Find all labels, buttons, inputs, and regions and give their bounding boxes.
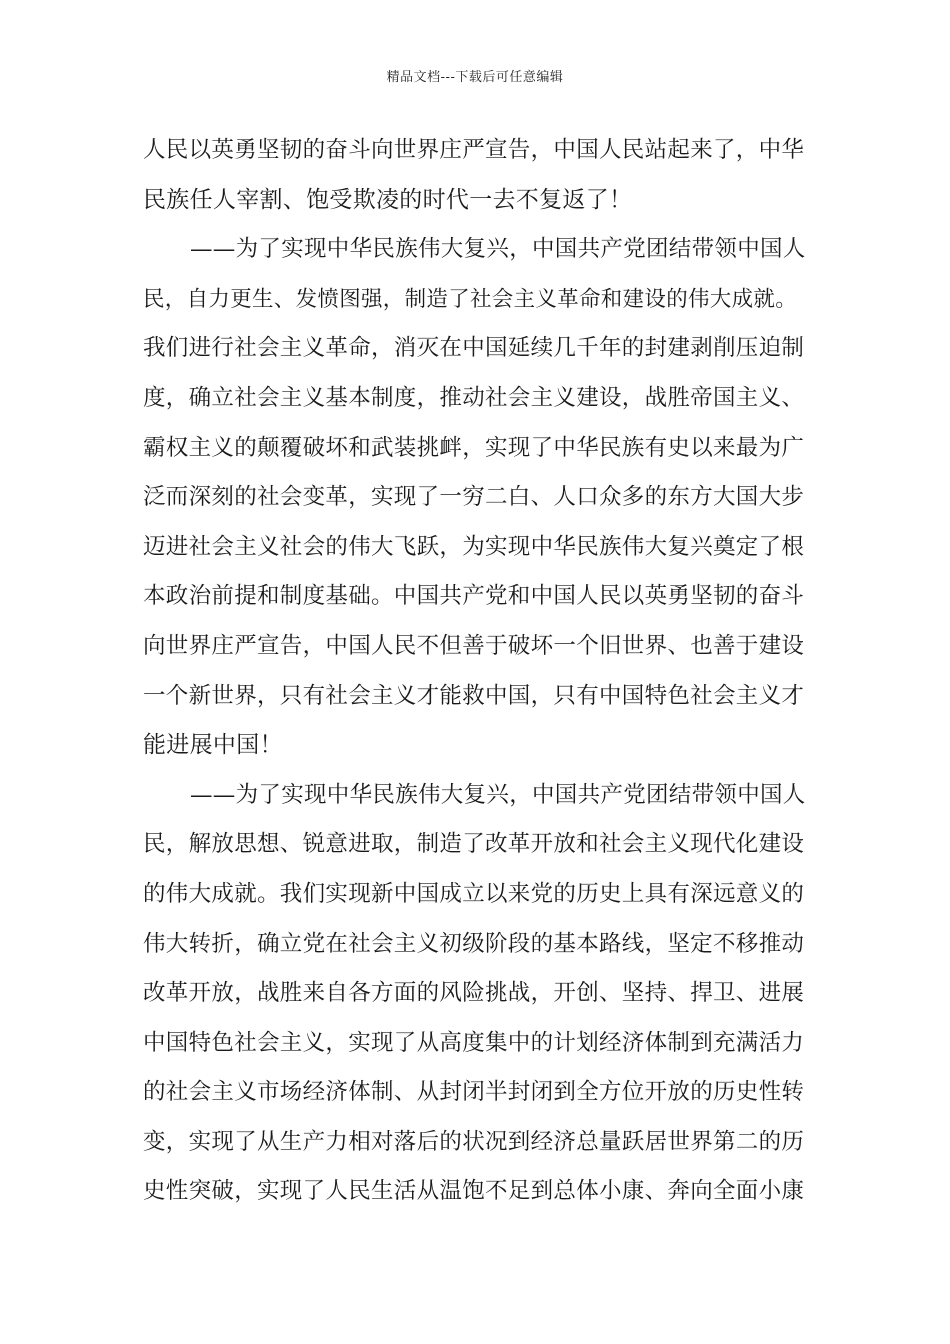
text-line: ——为了实现中华民族伟大复兴，中国共产党团结带领中国人 — [190, 236, 806, 263]
text-line: 一个新世界，只有社会主义才能救中国，只有中国特色社会主义才 — [143, 682, 805, 709]
text-line: 的社会主义市场经济体制、从封闭半封闭到全方位开放的历史性转 — [143, 1079, 805, 1106]
text-line: 伟大转折，确立党在社会主义初级阶段的基本路线，坚定不移推动 — [143, 930, 805, 957]
text-line: 本政治前提和制度基础。中国共产党和中国人民以英勇坚韧的奋斗 — [143, 583, 805, 610]
text-line: 能进展中国！ — [143, 732, 283, 759]
document-body — [143, 126, 808, 1217]
text-line: 民族任人宰割、饱受欺凌的时代一去不复返了！ — [143, 186, 633, 213]
text-line: 民，解放思想、锐意进取，制造了改革开放和社会主义现代化建设 — [143, 831, 805, 858]
text-line: 向世界庄严宣告，中国人民不但善于破坏一个旧世界、也善于建设 — [143, 632, 805, 659]
text-line: ——为了实现中华民族伟大复兴，中国共产党团结带领中国人 — [190, 781, 806, 808]
text-line: 我们进行社会主义革命，消灭在中国延续几千年的封建剥削压迫制 — [143, 335, 805, 362]
text-line: 霸权主义的颠覆破坏和武装挑衅，实现了中华民族有史以来最为广 — [143, 434, 805, 461]
text-line: 中国特色社会主义，实现了从高度集中的计划经济体制到充满活力 — [143, 1029, 805, 1056]
page-header: 精品文档---下载后可任意编辑 — [386, 70, 564, 85]
text-line: 人民以英勇坚韧的奋斗向世界庄严宣告，中国人民站起来了，中华 — [143, 137, 805, 163]
text-line: 的伟大成就。我们实现新中国成立以来党的历史上具有深远意义的 — [143, 880, 805, 907]
text-line: 度，确立社会主义基本制度，推动社会主义建设，战胜帝国主义、 — [143, 384, 805, 411]
text-line: 史性突破，实现了人民生活从温饱不足到总体小康、奔向全面小康 — [143, 1178, 805, 1205]
text-line: 泛而深刻的社会变革，实现了一穷二白、人口众多的东方大国大步 — [143, 484, 805, 511]
text-line: 改革开放，战胜来自各方面的风险挑战，开创、坚持、捍卫、进展 — [143, 980, 805, 1007]
text-line: 民，自力更生、发愤图强，制造了社会主义革命和建设的伟大成就。 — [143, 286, 798, 312]
text-line: 变，实现了从生产力相对落后的状况到经济总量跃居世界第二的历 — [143, 1128, 805, 1155]
text-line: 迈进社会主义社会的伟大飞跃，为实现中华民族伟大复兴奠定了根 — [143, 533, 805, 560]
